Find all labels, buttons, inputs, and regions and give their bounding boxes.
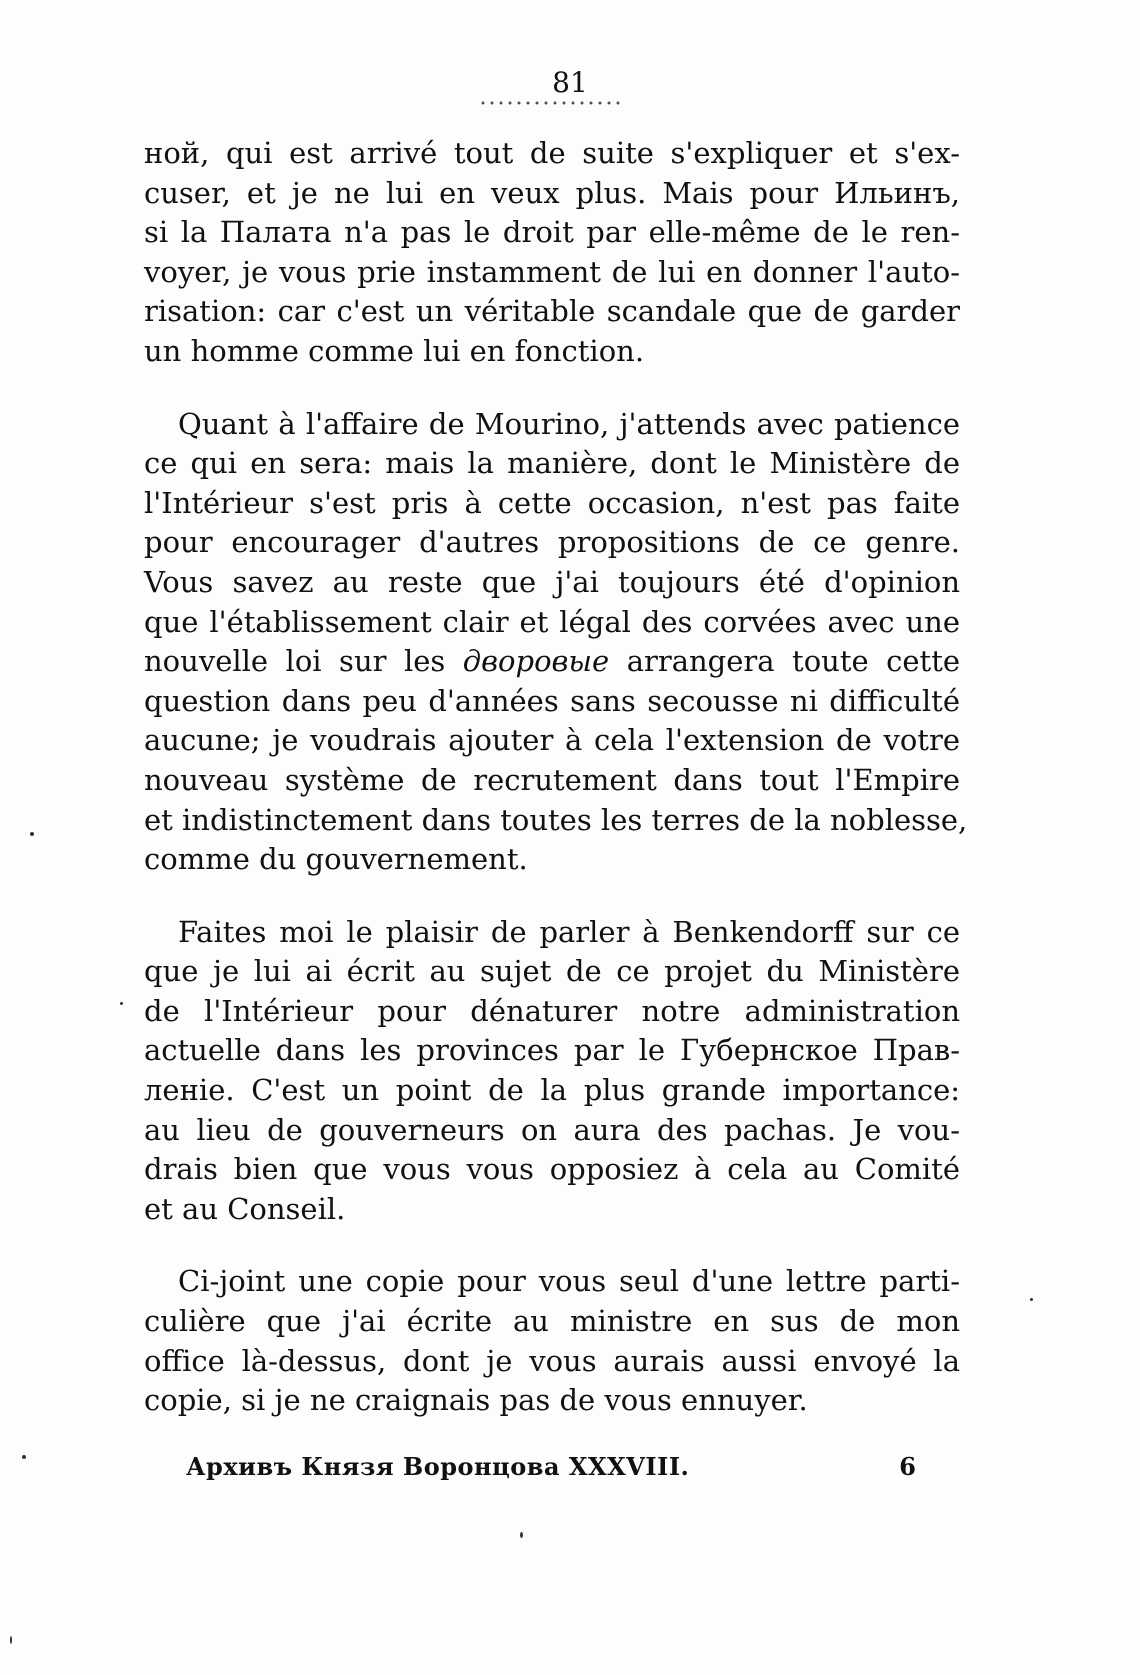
- text-line: ce qui en sera: mais la manière, dont le Ministère de: [144, 446, 960, 481]
- page-number-ornament-rule: [480, 100, 620, 106]
- text-line: Quant à l'affaire de Mourino, j'attends avec patience: [178, 406, 960, 441]
- text-line: Ci-joint une copie pour vous seul d'une lettre parti-: [178, 1264, 960, 1299]
- paragraph-3: [144, 913, 960, 1230]
- print-speck: [120, 1002, 123, 1005]
- text-line: question dans peu d'années sans secousse ni difficulté: [144, 683, 960, 718]
- text-line: si la Палата n'a pas le droit par elle-même de le ren-: [144, 215, 960, 250]
- text-line: que je lui ai écrit au sujet de ce projet du Ministère: [144, 954, 960, 989]
- text-line: cuser, et je ne lui en veux plus. Mais pour Ильинъ,: [144, 175, 960, 210]
- sheet-number: 6: [899, 1452, 916, 1481]
- page-number: 81: [552, 66, 588, 99]
- text-line: aucune; je voudrais ajouter à cela l'extension de votre: [144, 723, 960, 758]
- print-speck: [1030, 1298, 1033, 1301]
- text-line: et au Conseil.: [144, 1191, 346, 1226]
- paragraph-2: [144, 405, 968, 880]
- print-speck: [22, 1455, 26, 1459]
- text-line: de l'Intérieur pour dénaturer notre administration: [144, 993, 960, 1028]
- paragraph-4: [144, 1262, 960, 1420]
- letter-body: [144, 134, 968, 1454]
- text-line: risation: car c'est un véritable scandale que de garder: [144, 294, 960, 329]
- text-line: un homme comme lui en fonction.: [144, 333, 645, 368]
- text-line: Faites moi le plaisir de parler à Benkendorff sur ce: [178, 914, 960, 949]
- text-line: ной, qui est arrivé tout de suite s'expliquer et s'ex-: [144, 136, 960, 170]
- print-speck: [10, 1636, 12, 1644]
- print-speck: [30, 832, 34, 836]
- text-line: que l'établissement clair et légal des corvées avec une: [144, 604, 960, 639]
- text-line: et indistinctement dans toutes les terres de la noblesse,: [144, 802, 968, 837]
- text-line: copie, si je ne craignais pas de vous ennuyer.: [144, 1383, 808, 1418]
- text-line: l'Intérieur s'est pris à cette occasion, n'est pas faite: [144, 485, 960, 520]
- text-line: culière que j'ai écrite au ministre en sus de mon: [144, 1304, 960, 1339]
- text-line-tail: arrangera toute cette: [626, 644, 961, 679]
- text-line: comme du gouvernement.: [144, 842, 528, 877]
- signature-mark: Архивъ Князя Воронцова XXXVIII.: [186, 1452, 690, 1481]
- paragraph-1: [144, 134, 960, 372]
- text-line: nouveau système de recrutement dans tout l'Empire: [144, 762, 960, 797]
- text-line: pour encourager d'autres propositions de ce genre.: [144, 525, 960, 560]
- text-line-with-italic: [144, 642, 960, 682]
- page-footer: [186, 1450, 916, 1484]
- text-line: Vous savez au reste que j'ai toujours été d'opinion: [144, 564, 960, 599]
- text-line: actuelle dans les provinces par le Губернское Прав-: [144, 1033, 960, 1068]
- text-line: voyer, je vous prie instamment de lui en donner l'auto-: [144, 254, 960, 289]
- text-line: леніе. C'est un point de la plus grande importance:: [144, 1073, 960, 1108]
- text-line-head: nouvelle loi sur les: [144, 644, 446, 679]
- italic-russian-word: дворовые: [462, 644, 610, 679]
- text-line: office là-dessus, dont je vous aurais aussi envoyé la: [144, 1343, 960, 1378]
- text-line: au lieu de gouverneurs on aura des pachas. Je vou-: [144, 1112, 960, 1147]
- print-speck: [520, 1532, 523, 1538]
- text-line: drais bien que vous vous opposiez à cela au Comité: [144, 1152, 960, 1187]
